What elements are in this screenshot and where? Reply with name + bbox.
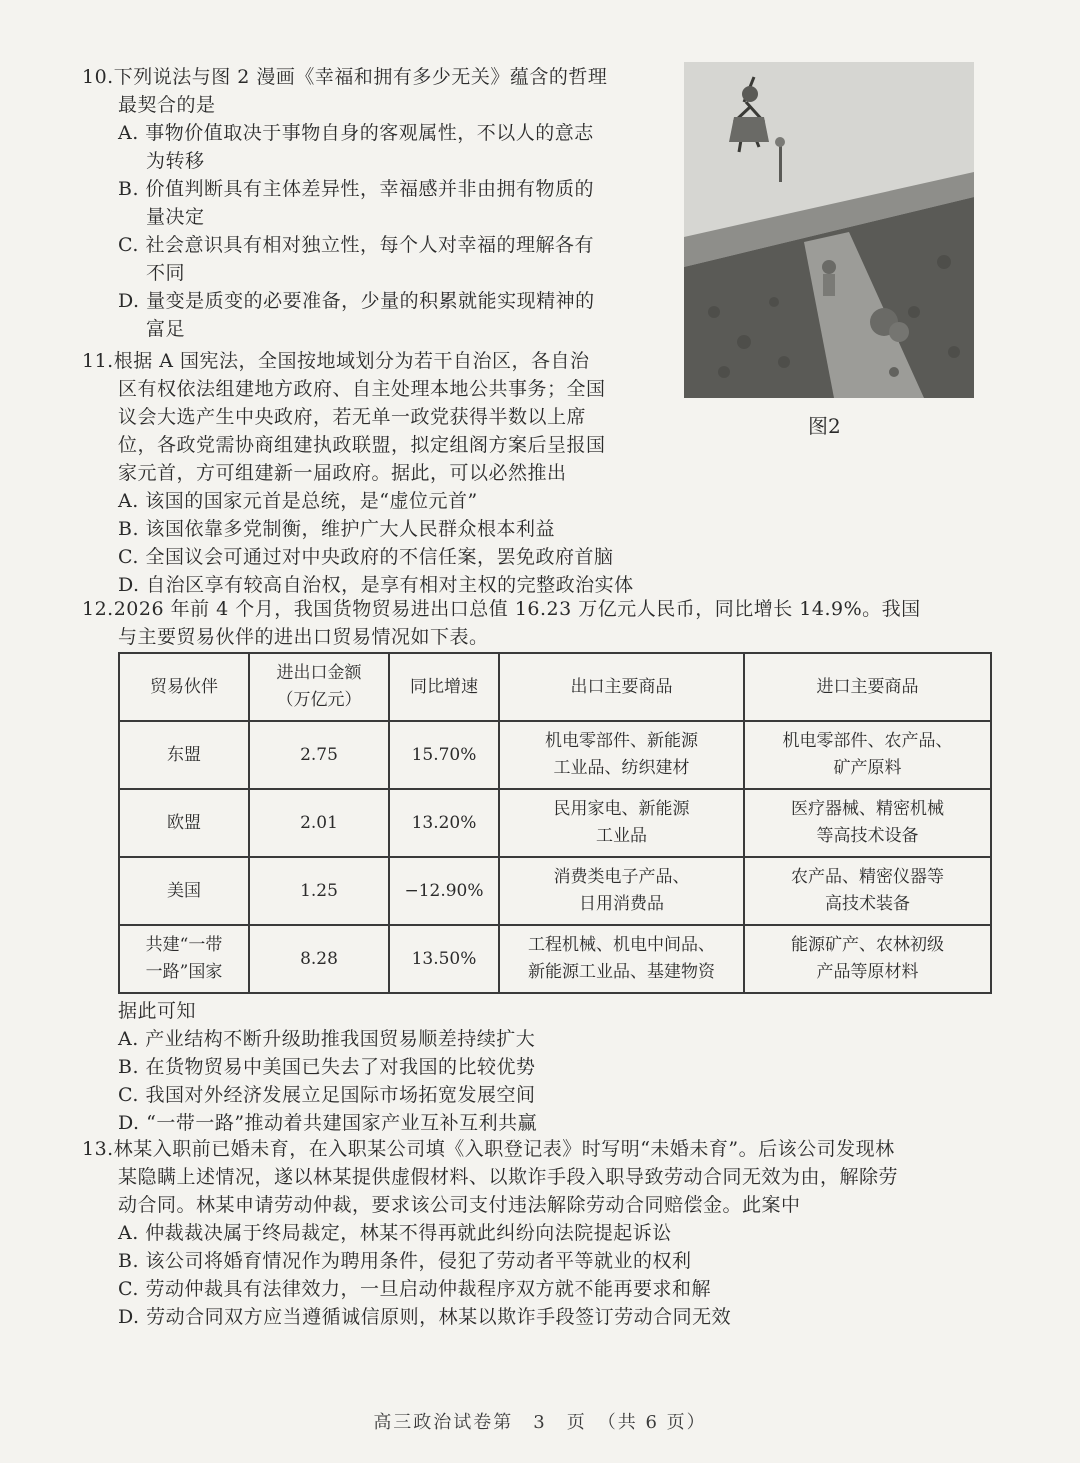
cell-exports: 民用家电、新能源 工业品: [499, 789, 744, 857]
figure-caption: 图2: [808, 414, 841, 438]
cartoon-illustration: [684, 62, 974, 398]
q10-stem-line-1: 10.下列说法与图 2 漫画《幸福和拥有多少无关》蕴含的哲理: [82, 66, 608, 88]
q12-option-b: B. 在货物贸易中美国已失去了对我国的比较优势: [118, 1056, 536, 1078]
q10-option-a-cont: 为转移: [146, 150, 205, 172]
cell-growth: 15.70%: [389, 721, 499, 789]
cell-exports: 工程机械、机电中间品、 新能源工业品、基建物资: [499, 925, 744, 993]
q10-stem-line-2: 最契合的是: [118, 94, 216, 116]
q12-option-a: A. 产业结构不断升级助推我国贸易顺差持续扩大: [118, 1028, 536, 1050]
cell-amount: 1.25: [249, 857, 389, 925]
q10-option-b-cont: 量决定: [146, 206, 205, 228]
q13-option-d: D. 劳动合同双方应当遵循诚信原则，林某以欺诈手段签订劳动合同无效: [118, 1306, 732, 1328]
q10-option-d-cont: 富足: [146, 318, 186, 340]
q11-option-b: B. 该国依靠多党制衡，维护广大人民群众根本利益: [118, 518, 556, 540]
q10-option-b: B. 价值判断具有主体差异性，幸福感并非由拥有物质的: [118, 178, 595, 200]
cell-imports: 能源矿产、农林初级 产品等原材料: [744, 925, 991, 993]
q11-option-a: A. 该国的国家元首是总统，是“虚位元首”: [118, 490, 478, 512]
cell-partner: 东盟: [119, 721, 249, 789]
trade-table: [118, 652, 992, 994]
q12-lead: 据此可知: [118, 1000, 197, 1022]
q11-stem-line-4: 位，各政党需协商组建执政联盟，拟定组阁方案后呈报国: [118, 434, 606, 456]
q13-option-c: C. 劳动仲裁具有法律效力，一旦启动仲裁程序双方就不能再要求和解: [118, 1278, 711, 1300]
q11-stem-line-1: 11.根据 A 国宪法，全国按地域划分为若干自治区，各自治: [82, 350, 590, 372]
q12-option-c: C. 我国对外经济发展立足国际市场拓宽发展空间: [118, 1084, 536, 1106]
q12-option-d: D. “一带一路”推动着共建国家产业互补互利共赢: [118, 1112, 538, 1134]
q10-option-a: A. 事物价值取决于事物自身的客观属性，不以人的意志: [118, 122, 594, 144]
q13-option-a: A. 仲裁裁决属于终局裁定，林某不得再就此纠纷向法院提起诉讼: [118, 1222, 672, 1244]
q12-stem-line-1: 12.2026 年前 4 个月，我国货物贸易进出口总值 16.23 万亿元人民币，同比增长 14.9%。我国: [82, 598, 921, 620]
col-header-amount: 进出口金额 （万亿元）: [249, 653, 389, 721]
q10-option-c: C. 社会意识具有相对独立性，每个人对幸福的理解各有: [118, 234, 594, 256]
cell-exports: 机电零部件、新能源 工业品、纺织建材: [499, 721, 744, 789]
cell-growth: 13.50%: [389, 925, 499, 993]
table-row: [119, 721, 991, 789]
cell-amount: 2.75: [249, 721, 389, 789]
cell-amount: 8.28: [249, 925, 389, 993]
col-header-imports: 进口主要商品: [744, 653, 991, 721]
cell-growth: −12.90%: [389, 857, 499, 925]
col-header-partner: 贸易伙伴: [119, 653, 249, 721]
cell-amount: 2.01: [249, 789, 389, 857]
table-row: [119, 789, 991, 857]
q11-stem-line-5: 家元首，方可组建新一届政府。据此，可以必然推出: [118, 462, 567, 484]
cell-partner: 美国: [119, 857, 249, 925]
q11-option-c: C. 全国议会可通过对中央政府的不信任案，罢免政府首脑: [118, 546, 614, 568]
q11-stem-line-2: 区有权依法组建地方政府、自主处理本地公共事务；全国: [118, 378, 606, 400]
q13-stem-line-3: 动合同。林某申请劳动仲裁，要求该公司支付违法解除劳动合同赔偿金。此案中: [118, 1194, 801, 1216]
cell-growth: 13.20%: [389, 789, 499, 857]
col-header-exports: 出口主要商品: [499, 653, 744, 721]
q13-option-b: B. 该公司将婚育情况作为聘用条件，侵犯了劳动者平等就业的权利: [118, 1250, 692, 1272]
cell-imports: 农产品、精密仪器等 高技术装备: [744, 857, 991, 925]
q13-stem-line-2: 某隐瞒上述情况，遂以林某提供虚假材料、以欺诈手段入职导致劳动合同无效为由，解除劳: [118, 1166, 899, 1188]
cell-partner: 共建“一带 一路”国家: [119, 925, 249, 993]
table-row: [119, 857, 991, 925]
table-row: [119, 925, 991, 993]
trade-table-header-row: [119, 653, 991, 721]
col-header-growth: 同比增速: [389, 653, 499, 721]
cell-imports: 医疗器械、精密机械 等高技术设备: [744, 789, 991, 857]
cartoon-figure: [684, 62, 974, 398]
q11-option-d: D. 自治区享有较高自治权，是享有相对主权的完整政治实体: [118, 574, 634, 596]
cell-imports: 机电零部件、农产品、 矿产原料: [744, 721, 991, 789]
cell-exports: 消费类电子产品、 日用消费品: [499, 857, 744, 925]
cell-partner: 欧盟: [119, 789, 249, 857]
q12-stem-line-2: 与主要贸易伙伴的进出口贸易情况如下表。: [118, 626, 489, 648]
q10-option-d: D. 量变是质变的必要准备，少量的积累就能实现精神的: [118, 290, 595, 312]
page-footer: 高三政治试卷第 3 页 （共 6 页）: [373, 1412, 707, 1433]
q11-stem-line-3: 议会大选产生中央政府，若无单一政党获得半数以上席: [118, 406, 587, 428]
q10-option-c-cont: 不同: [146, 262, 186, 284]
q13-stem-line-1: 13.林某入职前已婚未育，在入职某公司填《入职登记表》时写明“未婚未育”。后该公司发现林: [82, 1138, 895, 1160]
